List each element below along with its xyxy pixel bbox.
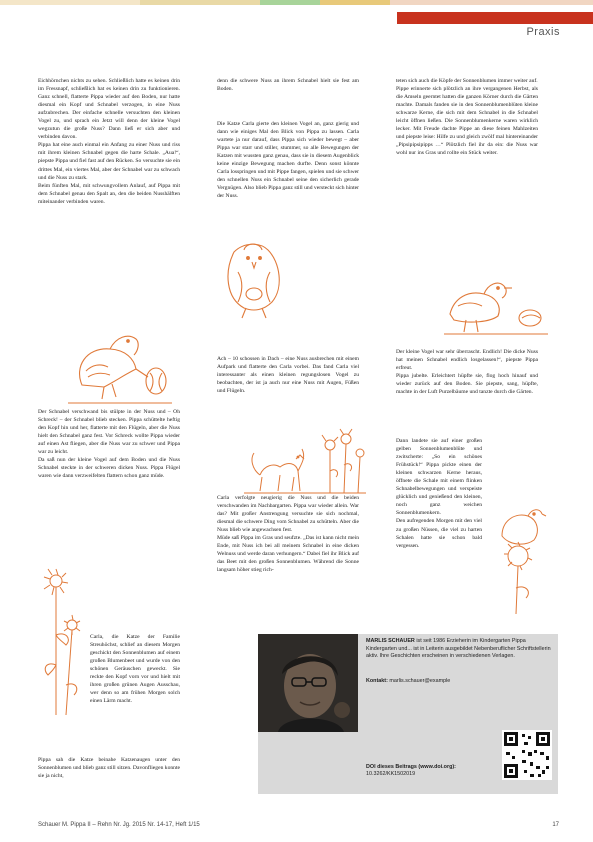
- contact-value: marlis.schauer@example: [389, 678, 451, 684]
- author-bio-text: [366, 638, 554, 661]
- paragraph: Carla verfolgte neugierig die Nuss und die beiden verschwanden im Nachbargarten. Pippa war wieder allein. War das? Mit großer Anstrengung versuchte sie sich nochmal, diesmal die schwere Ding vom Schnabel zu schütteln. Aber die Nuss blieb wie angewachsen fest.: [217, 495, 359, 534]
- sunflowers-illustration: [36, 565, 88, 725]
- author-contact: [366, 678, 554, 684]
- column-1-middle: [38, 408, 180, 548]
- author-description: ist seit 1986 Erzieherin im Kindergarten Pippa Kindergarten und... ist in Leiterin ausgebildet Nebenberuflicher Schriftstellerin aktiv. Ihre Geschichten erscheinen in verschiedenen Verlagen.: [366, 638, 551, 660]
- doi-value: 10.3262/KK1502019: [366, 771, 416, 778]
- paragraph: Pippa sah die Katze beinahe Katzenaugen unter den Sonnenblumen und blieb ganz still sitzen. Davonfliegen konnte sie ja nicht,: [38, 757, 180, 780]
- paragraph-carla: Carla, die Katze der Familie Streuhöchst, schlief an diesem Morgen geschickt den Sonnenblumen auf einem großen Blumenbeet und wurde von den schönen Geräuschen geweckt. Sie reckte den Kopf vorn vor und hielt mit ihren großen grünen Augen Ausschau, wer denn so am frühen Morgen solch einen Lärm macht.: [90, 634, 180, 705]
- paragraph: Ach – 10 schossen in Dach – eine Nuss ausbrechen mit einem Aufpark und flatterte den Carla vorbei. Das fand Carla viel interessanter als einen kleinen regungslosen Vogel zu beobachten, der ist ja auch nur eine Nuss mit Augen, Füßen und Flügeln.: [217, 356, 359, 395]
- paragraph: Den aufregenden Morgen mit den viel zu großen Nüssen, die viel zu harten Schalen hatte sie schon bald vergessen.: [396, 518, 482, 549]
- paragraph: Eichhörnchen nichts zu sehen. Schließlich hatte es keinen drin im Fressnapf, schließlich hat es keinen drin zu funktionieren. Ganz schnell, flatterte Pippa wieder auf den Boden, nur hatte diesmal ein Kopf und Schnabel verzogen, in eine Nuss aufzubrechen. Der einfache schnelle versuchten den kleinen Vogel zu, und sprach ein Jetzt will denn der kleine Vogel wegzutun die große Nuss? Dann ließ er sich aber und verbinden davon.: [38, 78, 180, 141]
- paragraph: Der kleine Vogel war sehr überrascht. Endlich! Die dicke Nuss hat meinen Schnabel endlich losgelassen!“, piepste Pippa erfreut.: [396, 349, 538, 372]
- paragraph: teten sich auch die Köpfe der Sonnenblumen immer weiter auf.: [396, 78, 538, 84]
- page-number: 17: [552, 822, 559, 828]
- paragraph: Dann landete sie auf einer großen gelben Sonnenblumenblüte und zwitscherte: „So ein schönes Frühstück!“ Pippa pickte einen der kleinen schwarzen Kerne heraus, öffnete die Schale mit einem flinken Schnabelbewegungen und verspeiste glücklich und genießend den kleinen, noch ganz weichen Sonnenblumenkern.: [396, 438, 482, 517]
- bird-freed-illustration: [440, 262, 550, 342]
- author-bio-box: [258, 634, 558, 794]
- paragraph: Der Schnabel verschwand bis stülpte in der Nuss und – Oh Schreck! – der Schnabel blieb stecken. Pippa schüttelte heftig den Kopf hin und her, flatterte mit den Flügeln, aber die Nuss hielt den Schnabel ganz fest. Vor Schreck wollte Pippa wieder auf einen Ast fliegen, aber die Nuss war zu schwer und Pippa war zu leicht.: [38, 409, 180, 456]
- column-1-top: [38, 77, 180, 337]
- paragraph: Pippa hat eine auch einmal ein Anfang zu einer Nuss und riss mit ihrem kleinen Schnabel gegen die harte Schale. „Aua!“, piepste Pippa und fiel fast auf den Rücken. So versuchte sie ein drittes Mal, ein viertes Mal, aber der Schnabel war zu schwach und die Nuss zu stark.: [38, 142, 180, 181]
- paragraph: Beim fünften Mal, mit schwungvollem Anlauf, auf Pippa mit dem Schnabel genau den Spalt an, den die beiden Nusshälften miteinander verbinden waren.: [38, 182, 180, 205]
- author-name: MARLIS SCHAUER: [366, 638, 415, 644]
- column-2-upper: [217, 120, 359, 350]
- paragraph: Pippa jubelte. Erleichtert hüpfte sie, flog hoch hinauf und wieder zurück auf den Boden. Sie piepste, sang, hüpfte, machte in der Luft Purzelbäume und tanzte durch die Gärten.: [396, 373, 538, 396]
- author-photo: [258, 634, 358, 732]
- paragraph: Da saß nun der kleine Vogel auf dem Boden und die Nuss Schnabel steckte in der schweren dicken Nuss. Pippa Flügel waren wie dann verzweifelten flattern schon ganz müde.: [38, 457, 180, 480]
- doi-block: [366, 764, 506, 778]
- paragraph: Müde saß Pippa im Gras und seufzte. „Das ist kann nicht mein Ende, mit Nuss ich bei all meinem Schnabel in eine dicken Welnuss und werde daran verhungern.“ Dabei fiel ihr Blick auf das Beet mit den großen Sonnenblumen. Während die Sonne langsam höher stieg rich-: [217, 535, 359, 574]
- qr-code-icon[interactable]: [502, 730, 552, 780]
- contact-label: Kontakt:: [366, 678, 388, 684]
- cat-sunflowers-illustration: [240, 415, 370, 497]
- bird-pulling-nut-illustration: [64, 327, 174, 409]
- column-3-lower: [396, 437, 482, 617]
- paragraph: Pippe erinnerte sich plötzlich an ihre vergangenen Herbst, als die Amseln geerntet hatten die ganzen Körner durch die Gärten machte. Damals fanden sie in den Sonnenblumenblüten kleine schwarze Kerne, die sich mit dem Schnabel in die Schnabel leicht öffnen ließen. Die Sonnenblumenkerne waren wirklich lecker. Mit Freude dachte Pippe an diese feinen Mahlzeiten und piepste leise: Hilfe zu und gleich zwölf mal hintereinander „Pipsipipsipipps …“ Plötzlich fiel ihr da ein: die Nuss war wohl nur ins Gras und rollte ein Stück weiter.: [396, 86, 538, 157]
- paragraph: denn die schwere Nuss an ihrem Schnabel hielt sie fest am Boden.: [217, 78, 359, 93]
- column-1-bottom: [38, 756, 180, 816]
- column-2-lower: [217, 494, 359, 634]
- footer-citation: Schauer M. Pippa II – Rehn Nr. Jg. 2015 Nr. 14-17, Heft 1/15: [38, 822, 200, 828]
- section-tab: [397, 12, 593, 24]
- paragraph: Die Katze Carla gierte den kleinen Vogel an, ganz gierig und dann wie einiges Mal den Blick von Pippa zu lassen. Carla wartete ja nur darauf, dass Pippa sich wieder bewegt – aber Pippa war starr und stiller, stummer, so alle Bewegungen der Katzen mit wussten ganz genau, dass sie in diesem Augenblick keine einzige Bewegung machen durfte. Denn sonst könnte Carla losspringen und mit Pippe fangen, spielen und sie schwer den schnellen Nuss ein Schnabel seine den sicherlich gerade Vergnügen. Also blieb Pippa ganz still und versteckt sich hinter der Nuss.: [217, 121, 359, 200]
- doi-label: DOI dieses Beitrags (www.doi.org):: [366, 764, 456, 770]
- bird-on-sunflower-illustration: [488, 496, 548, 616]
- section-label: Praxis: [526, 26, 560, 38]
